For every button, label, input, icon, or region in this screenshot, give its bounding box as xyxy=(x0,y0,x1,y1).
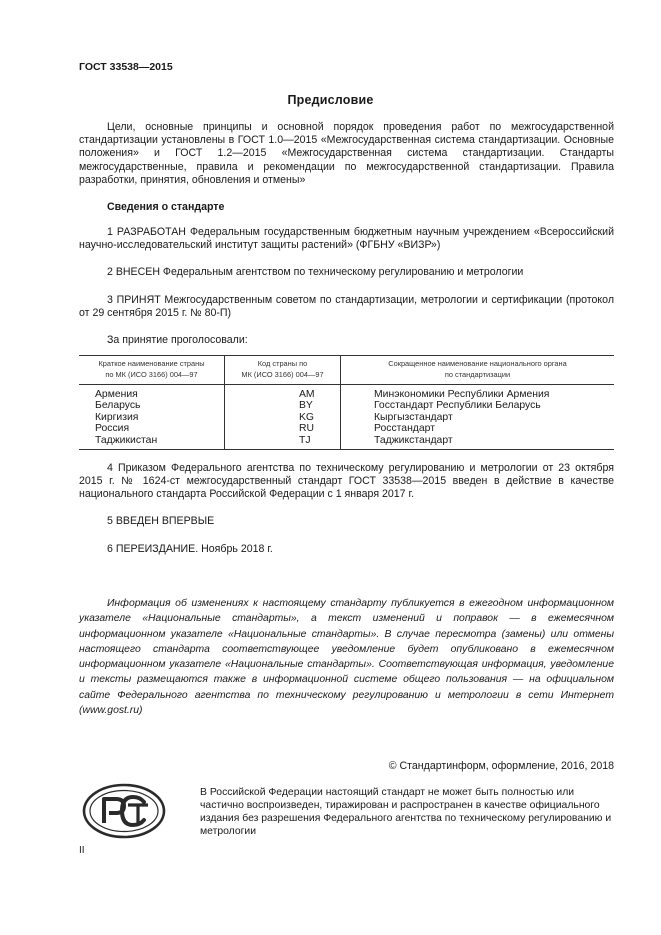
column-body xyxy=(374,389,549,446)
item-2-introduced: 2 ВНЕСЕН Федеральным агентством по техническому регулированию и метрологии xyxy=(107,266,524,278)
table-cell: AM xyxy=(299,389,315,400)
table-header-divider xyxy=(79,384,614,385)
item-6-reissue: 6 ПЕРЕИЗДАНИЕ. Ноябрь 2018 г. xyxy=(107,543,273,555)
table-cell: Россия xyxy=(95,423,130,435)
intro-paragraph: Цели, основные принципы и основной порядок проведения работ по межгосударственной стандартизации установлены в ГОСТ 1.0—2015 «Межгосударственная система стандартизации. Основные положения» и ГОСТ 1.2—2015 «Межгосударственная система стандартизации. Стандарты межгосударственные, правила и рекомендации по межгосударственной стандартизации. Правила разработки, принятия, обновления и отмены» xyxy=(79,121,614,186)
header-body: Сокращенное наименование национального органа по стандартизации xyxy=(388,359,567,379)
page-number: II xyxy=(79,845,85,856)
section-title: Сведения о стандарте xyxy=(107,201,225,213)
item-4-order: 4 Приказом Федерального агентства по техническому регулированию и метрологии от 23 октября 2015 г. № 1624-ст межгосударственный стандарт ГОСТ 33538—2015 введен в действие в качестве национального стандарта Российской Федерации с 1 января 2017 г. xyxy=(79,462,614,501)
page-title: Предисловие xyxy=(287,93,374,107)
changes-information-note: Информация об изменениях к настоящему стандарту публикуется в ежегодном информационном указателе «Национальные стандарты», а текст изменений и поправок — в ежемесячном информационном указателе «Национальные стандарты». В случае пересмотра (замены) или отмены настоящего стандарта соответствующее уведомление будет опубликовано в ежемесячном информационном указателе «Национальные стандарты». Соответствующая информация, уведомление и тексты размещаются также в информационной системе общего пользования — на официальном сайте Федерального агентства по техническому регулированию и метрологии в сети Интернет (www.gost.ru) xyxy=(79,598,614,717)
copyright-line: © Стандартинформ, оформление, 2016, 2018 xyxy=(388,760,614,772)
voting-table xyxy=(79,355,614,450)
rst-certification-mark-icon xyxy=(82,783,166,839)
table-cell: BY xyxy=(299,400,313,412)
table-cell: Киргизия xyxy=(95,411,139,423)
table-cell: Кыргызстандарт xyxy=(374,411,453,423)
table-cell: Росстандарт xyxy=(374,423,435,435)
table-cell: Армения xyxy=(95,389,138,400)
standard-code-header: ГОСТ 33538—2015 xyxy=(79,61,173,73)
header-code: Код страны по МК (ИСО 3166) 004—97 xyxy=(241,359,324,379)
reproduction-restriction-text: В Российской Федерации настоящий стандарт не может быть полностью или частично воспроизведен, тиражирован и распространен в качестве официального издания без разрешения Федерального агентства по техническому регулированию и метрологии xyxy=(200,787,612,838)
table-cell: Таджикстандарт xyxy=(374,434,453,446)
table-cell: Беларусь xyxy=(95,400,141,412)
voted-label: За принятие проголосовали: xyxy=(107,334,248,346)
column-country xyxy=(95,389,157,446)
table-cell: Минэкономики Республики Армения xyxy=(374,389,550,400)
item-5-first-introduced: 5 ВВЕДЕН ВПЕРВЫЕ xyxy=(107,515,215,527)
table-cell: Таджикистан xyxy=(95,434,158,446)
item-1-developed: 1 РАЗРАБОТАН Федеральным государственным бюджетным научным учреждением «Всероссийский научно-исследовательский институт защиты растений» (ФГБНУ «ВИЗР») xyxy=(79,226,614,252)
table-top-border xyxy=(79,355,614,356)
table-cell: KG xyxy=(299,411,315,423)
header-country: Краткое наименование страны по МК (ИСО 3166) 004—97 xyxy=(98,359,205,379)
item-3-adopted: 3 ПРИНЯТ Межгосударственным советом по стандартизации, метрологии и сертификации (протокол от 29 сентября 2015 г. № 80-П) xyxy=(79,294,614,320)
column-code xyxy=(299,389,315,446)
table-bottom-border xyxy=(79,449,614,450)
table-cell: Госстандарт Республики Беларусь xyxy=(374,400,541,412)
table-cell: TJ xyxy=(299,434,311,446)
table-cell: RU xyxy=(299,423,315,435)
